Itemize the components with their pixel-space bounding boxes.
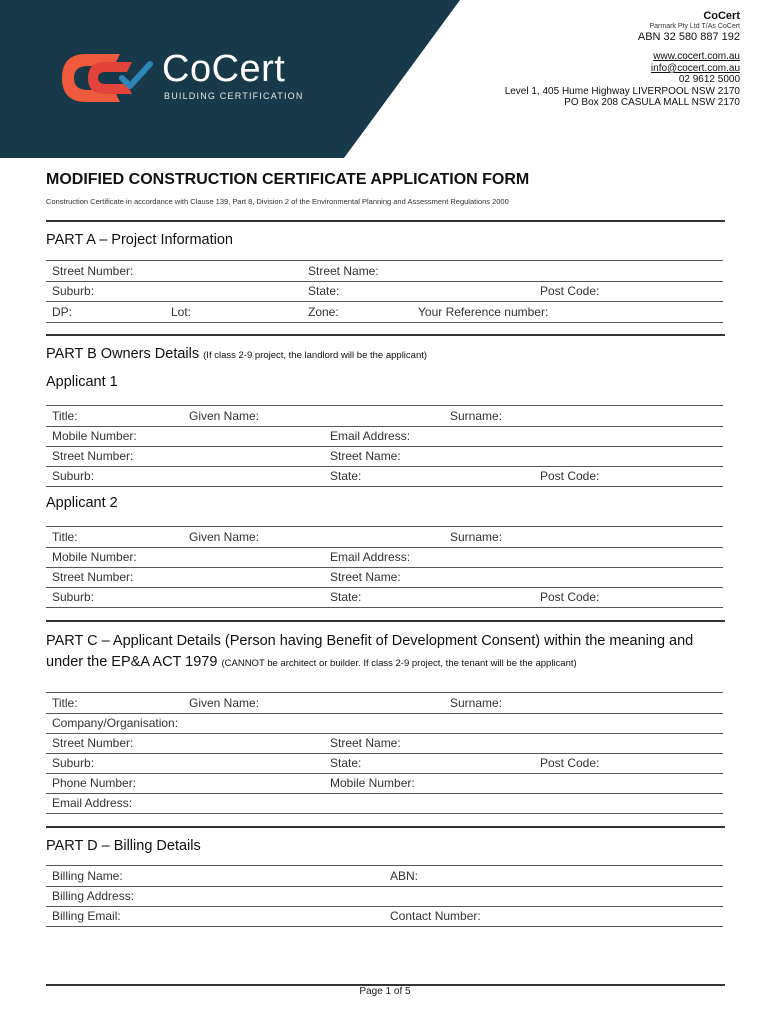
billing-address-field[interactable]: Billing Address:: [52, 889, 135, 903]
brand-name: CoCert: [162, 48, 286, 90]
applicant-2-row-contact: [46, 547, 723, 568]
part-c-mobile-field[interactable]: Mobile Number:: [330, 776, 415, 790]
form-subtitle: Construction Certificate in accordance with Clause 139, Part 8, Division 2 of the Environmental Planning and Assessment Regulations 2000: [46, 197, 509, 206]
applicant-1-mobile-field[interactable]: Mobile Number:: [52, 429, 137, 443]
company-name: CoCert: [703, 10, 740, 22]
part-c-row-street: [46, 733, 723, 754]
company-phone: 02 9612 5000: [678, 74, 740, 86]
applicant-2-post-code-field[interactable]: Post Code:: [540, 590, 600, 604]
section-divider: [46, 220, 725, 222]
company-address: Level 1, 405 Hume Highway LIVERPOOL NSW 2170: [504, 85, 740, 97]
billing-contact-number-field[interactable]: Contact Number:: [390, 909, 481, 923]
part-c-note: (CANNOT be architect or builder. If class 2-9 project, the tenant will be the applicant): [221, 658, 577, 670]
part-c-title-field[interactable]: Title:: [52, 696, 78, 710]
part-c-row-suburb: [46, 753, 723, 774]
part-a-suburb-field[interactable]: Suburb:: [52, 284, 95, 298]
applicant-1-email-field[interactable]: Email Address:: [330, 429, 411, 443]
part-d-row-email: [46, 906, 723, 927]
part-a-row-lot: [46, 302, 723, 323]
section-divider: [46, 826, 725, 828]
part-c-row-email: [46, 793, 723, 814]
part-a-zone-field[interactable]: Zone:: [308, 305, 339, 319]
part-c-email-field[interactable]: Email Address:: [52, 796, 133, 810]
company-contact-block: [505, 10, 740, 109]
part-b-note: (If class 2-9 project, the landlord will be the applicant): [203, 350, 428, 361]
billing-name-field[interactable]: Billing Name:: [52, 869, 123, 883]
applicant-2-street-number-field[interactable]: Street Number:: [52, 570, 134, 584]
applicant-1-post-code-field[interactable]: Post Code:: [540, 469, 600, 483]
part-a-reference-field[interactable]: Your Reference number:: [418, 305, 549, 319]
brand-tagline: BUILDING CERTIFICATION: [164, 91, 304, 101]
applicant-1-surname-field[interactable]: Surname:: [450, 409, 503, 423]
part-a-street-name-field[interactable]: Street Name:: [308, 264, 379, 278]
applicant-1-street-name-field[interactable]: Street Name:: [330, 449, 401, 463]
applicant-2-state-field[interactable]: State:: [330, 590, 362, 604]
part-c-row-name: [46, 692, 723, 714]
part-c-suburb-field[interactable]: Suburb:: [52, 756, 95, 770]
part-b-title: PART B Owners Details: [46, 346, 200, 362]
part-a-row-suburb: [46, 281, 723, 302]
applicant-2-row-suburb: [46, 587, 723, 608]
applicant-1-heading: Applicant 1: [46, 374, 118, 390]
applicant-2-mobile-field[interactable]: Mobile Number:: [52, 550, 137, 564]
applicant-1-row-street: [46, 446, 723, 467]
applicant-2-row-name: [46, 526, 723, 548]
part-c-company-field[interactable]: Company/Organisation:: [52, 716, 179, 730]
part-d-row-name: [46, 865, 723, 887]
part-a-row-street: [46, 260, 723, 282]
applicant-1-title-field[interactable]: Title:: [52, 409, 78, 423]
part-c-title: PART C – Applicant Details (Person having Benefit of Development Consent) within the meaning and under the EP&A ACT 1979: [46, 633, 694, 671]
part-a-state-field[interactable]: State:: [308, 284, 340, 298]
applicant-1-row-name: [46, 405, 723, 427]
applicant-2-surname-field[interactable]: Surname:: [450, 530, 503, 544]
applicant-2-heading: Applicant 2: [46, 495, 118, 511]
billing-abn-field[interactable]: ABN:: [390, 869, 419, 883]
part-c-heading: [46, 631, 726, 673]
website-link[interactable]: www.cocert.com.au: [653, 51, 740, 63]
applicant-1-state-field[interactable]: State:: [330, 469, 362, 483]
part-c-street-name-field[interactable]: Street Name:: [330, 736, 401, 750]
form-title: MODIFIED CONSTRUCTION CERTIFICATE APPLICATION FORM: [46, 171, 530, 188]
applicant-2-given-name-field[interactable]: Given Name:: [189, 530, 260, 544]
applicant-1-suburb-field[interactable]: Suburb:: [52, 469, 95, 483]
part-c-surname-field[interactable]: Surname:: [450, 696, 503, 710]
cocert-logo-icon: [60, 52, 156, 104]
company-po-box: PO Box 208 CASULA MALL NSW 2170: [564, 97, 740, 109]
applicant-1-row-contact: [46, 426, 723, 447]
section-divider: [46, 334, 725, 336]
page-number: Page 1 of 5: [359, 986, 411, 997]
part-a-heading: PART A – Project Information: [46, 232, 233, 248]
part-a-lot-field[interactable]: Lot:: [171, 305, 192, 319]
part-c-state-field[interactable]: State:: [330, 756, 362, 770]
part-a-dp-field[interactable]: DP:: [52, 305, 73, 319]
email-link[interactable]: info@cocert.com.au: [650, 62, 740, 74]
part-c-given-name-field[interactable]: Given Name:: [189, 696, 260, 710]
part-a-post-code-field[interactable]: Post Code:: [540, 284, 600, 298]
part-c-row-phone: [46, 773, 723, 794]
section-divider: [46, 620, 725, 622]
part-b-heading: [46, 346, 427, 362]
part-c-post-code-field[interactable]: Post Code:: [540, 756, 600, 770]
company-abn: ABN 32 580 887 192: [637, 30, 740, 43]
part-c-street-number-field[interactable]: Street Number:: [52, 736, 134, 750]
applicant-2-street-name-field[interactable]: Street Name:: [330, 570, 401, 584]
applicant-2-row-street: [46, 567, 723, 588]
applicant-2-title-field[interactable]: Title:: [52, 530, 78, 544]
billing-email-field[interactable]: Billing Email:: [52, 909, 121, 923]
part-c-phone-field[interactable]: Phone Number:: [52, 776, 137, 790]
applicant-2-email-field[interactable]: Email Address:: [330, 550, 411, 564]
part-d-row-address: [46, 886, 723, 907]
part-c-row-company: [46, 713, 723, 734]
applicant-2-suburb-field[interactable]: Suburb:: [52, 590, 95, 604]
part-d-heading: PART D – Billing Details: [46, 838, 201, 854]
applicant-1-given-name-field[interactable]: Given Name:: [189, 409, 260, 423]
applicant-1-row-suburb: [46, 466, 723, 487]
part-a-street-number-field[interactable]: Street Number:: [52, 264, 134, 278]
trading-name: Parmark Pty Ltd T/As CoCert: [649, 22, 740, 30]
applicant-1-street-number-field[interactable]: Street Number:: [52, 449, 134, 463]
